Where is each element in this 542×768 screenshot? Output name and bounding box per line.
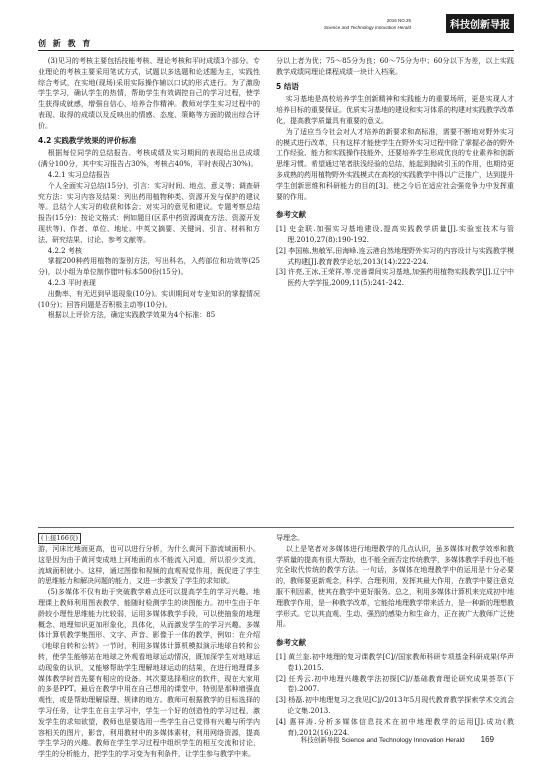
journal-header (214, 12, 514, 42)
paragraph: (3)见习的考核主要包括技能考核、理论考核和平时成绩3个部分。专业理论的考核主要采用笔试方式，试题以多选题和论述题为主，实践性综合考试，在实地(现场)采用实际操作辅以口试的形式进行。为了激励学生学习，确认学生的热情，帮助学生有效调控自己的学习过程，使学生获得成就感，增强自信心，培养合作精神。教师对学生实习过程中的表现、取得的成绩以及反映出的情感、态度、策略等方面的做出综合评价。 (38, 57, 260, 130)
paragraph: (5)多媒体不仅有助于突破教学难点还可以提高学生的学习兴趣。地理课上教师利用图表教学，能随时检测学生的读图能力。初中生由于年龄较小理性思维能力比较弱，运用多媒体教学手段，可以使抽象的地理概念、地理知识更加形象化，具体化，从而激发学生的学习兴趣。多媒体计算机教学集图形、文字、声音、影像于一体的教学，例如：在介绍《地球自转和公转》一节时，利用多媒体计算机模拟演示地球自转和公转，使学生能够站在地球之外观看地球运动情况，既加深学生对地球运动现象的认识，又能够帮助学生理解地球运动的结果，在进行地理课多媒体教学时首先要有相应的设备。其次要选择相应的软件，现在大家用的多是PPT。最后在教学中用在自己想用的课堂中，特别是那种增强直观性，或是帮助理解原理、规律的地方。教师可根据教学的目标选择的学习任务，让学生在自主学习中，学生一个好的创造性的学习过程，激发学生的求知欲望，教师也是要选用一些学生自己觉得有兴趣与所学内容相关的图片，影音，利用教材中的多媒体素材，利用网络资源，提高学生学习的兴趣。教师在学生学习过程中组织学生的相互交流和讨论，学生的分析能力，把学生的学习变为有利条件，让学生参与教学中来。 (38, 588, 260, 759)
paragraph: 以上是笔者对多媒体进行地理教学的几点认识，虽多媒体对教学效率和教学质量的提高有很大帮助，也不能全面否定传统教学，多媒体教学手段也不能完全取代传统的教学方法。一句话，多媒体在地理教学中的运用是十分必要的，教师要更新观念，科学、合理利用，发挥其最大作用，在教学中要注意克服不利因素，使其在教学中更好服务。总之，利用多媒体计算机来完成初中地理教学作用，是一种教学改革，它能给地理教学带来活力，是一种新的理想教学形式。它以其直观、生动、强烈的感染力和生命力，正在被广大教师广泛使用。 (276, 544, 514, 629)
paragraph: 根据以上评价方法，确定实践教学效果为4个标准：85 (47, 311, 216, 320)
article-divider (38, 527, 514, 528)
footer-journal-name: 科技创新导报 Science and Technology Innovation Herald (300, 737, 465, 744)
reference-entry: [1] 黄兰奎.初中地理的复习课教学[C]//国家教师科研专项基金科研成果(华声卷1).2015. (276, 652, 514, 672)
section-heading: 4.2 实践教学效果的评价标准 (38, 135, 137, 145)
reference-entry: [3] 杨磊.初中地理复习之我见[C]//2013年5月现代教育教学探索学术交流会论文集.2013. (276, 696, 514, 715)
page-number: 169 (480, 735, 494, 744)
continuation-line (38, 533, 260, 544)
paragraph: 分以上者为优；75～85分为良；60～75分为中；60分以下为差，以上实践教学成绩同理论课程成绩一块计入档案。 (276, 57, 514, 76)
article-top-left-column (38, 56, 260, 321)
reference-entry: [3] 许亮,王冰,王荣祥,等.完善课间实习基地,加强药用植物实践教学[J].辽宁中医药大学学报,2009,11(5):241-242. (276, 268, 514, 288)
paragraph: 出勤率、有无迟到早退现象(10分)。实训期间对专业知识的掌握情况(10分)；回答问题是否积极主动等(10分)。 (38, 289, 260, 309)
journal-english-name: Science and Technology Innovation Herald (323, 25, 411, 30)
paragraph: 导理念。 (276, 534, 304, 542)
references-heading: 参考文献 (276, 210, 306, 220)
journal-brand-logo: 科技创新导报 (446, 14, 514, 33)
continued-from-tag: (上接166页) (38, 533, 81, 544)
paragraph: 个人全面实习总结(15分)，引言：实习时间、地点、意义等；调查研究方法：实习内容及结果：列出药用植物种类、资源开发与保护的建议等。总结个人实习的收获和体会；对实习的意见和建议。专题考察总结报告(15分)：按论文格式：例如题目(区系中药资源调查方法、资源开发现状等)、作者、单位、地址、中英文摘要、关键词、引言、材料和方法、研究结果、讨论、参考文献等。 (38, 181, 260, 244)
reference-entry: [1] 史金联.加强实习基地建设,提高实践教学质量[J].实验室技术与管理.2010,27(8):190-192. (276, 225, 514, 244)
reference-entry: [2] 任秀云.初中地理兴趣教学法初探[C]//基础教育理论研究成果荟萃(下卷).2007. (276, 674, 514, 694)
section-label: 创 新 教 育 (38, 38, 93, 48)
article-bottom-right-column (276, 533, 514, 738)
article-top-right-column (276, 56, 514, 289)
subsection-heading: 4.2.3 平时表现 (47, 278, 96, 287)
article-bottom-left-column (38, 533, 260, 759)
reference-entry: [2] 李国栋,焦敏军,田海峰.连云港自然地理野外实习的内容设计与实践教学模式构建[J].教育教学论坛,2013(14):222-224. (276, 246, 514, 266)
paragraph: 游，河床比地面更高，也可以进行分析，为什么黄河下游流域面积小。这是因为由于黄河变成地上河地面的水不能流入河道，所以很少支流，流域面积就小。这样，通过图像和视频的直观视觉作用，既促进了学生的思维能力和解决问题的能力，又进一步激发了学生的求知欲。 (38, 545, 260, 586)
issue-number: 2016 NO.25 (386, 18, 411, 23)
paragraph: 掌握200种药用植物的鉴别方法，写出科名，入药部位和功效等(25分)，以小组为单位制作腊叶标本500份(15分)。 (38, 257, 260, 277)
paragraph: 为了适应当今社会对人才培养的新要求和高标准，需要不断地对野外实习的模式进行改革，只有这样才能使学生在野外实习过程中除了掌握必备的野外工作经验、能力和实践操作技能外，还要培养学生形成优良的专业素养和创新思维习惯。希望通过笔者肤浅经验的总结，能起到抛砖引玉的作用，也期待更多成熟的药用植物野外实践模式在高校的实践教学中得以广泛推广，达到提升学生创新思维和科研能力的目的[3]，使之今后在适应社会强竞争力中发挥重要的作用。 (276, 127, 514, 201)
header-rule (38, 50, 514, 51)
subsection-heading: 4.2.1 实习总结报告 (47, 170, 110, 179)
reference-entry: [4] 惠祥涛.分析多媒体信息技术在初中地理教学的运用[J].成功(教育),2012(16):224. (276, 717, 514, 737)
paragraph: 根据每位同学的总结报告、考核成绩及实习期间的表现给出总成绩(满分100分，其中实习报告占30%，考核占40%，平时表现占30%)。 (38, 149, 260, 169)
subsection-heading: 4.2.2 考核 (47, 246, 82, 255)
paragraph: 实习基地是高校培养学生创新精神和实践能力的重要场所，更是实现人才培养目标的重要保证。优质实习基地的建设和实习体系的构建对实践教学改革化，提高教学质量具有重要的意义。 (276, 95, 514, 125)
page-footer (301, 735, 494, 744)
references-heading: 参考文献 (276, 638, 306, 648)
section-heading: 5 结语 (276, 81, 299, 91)
